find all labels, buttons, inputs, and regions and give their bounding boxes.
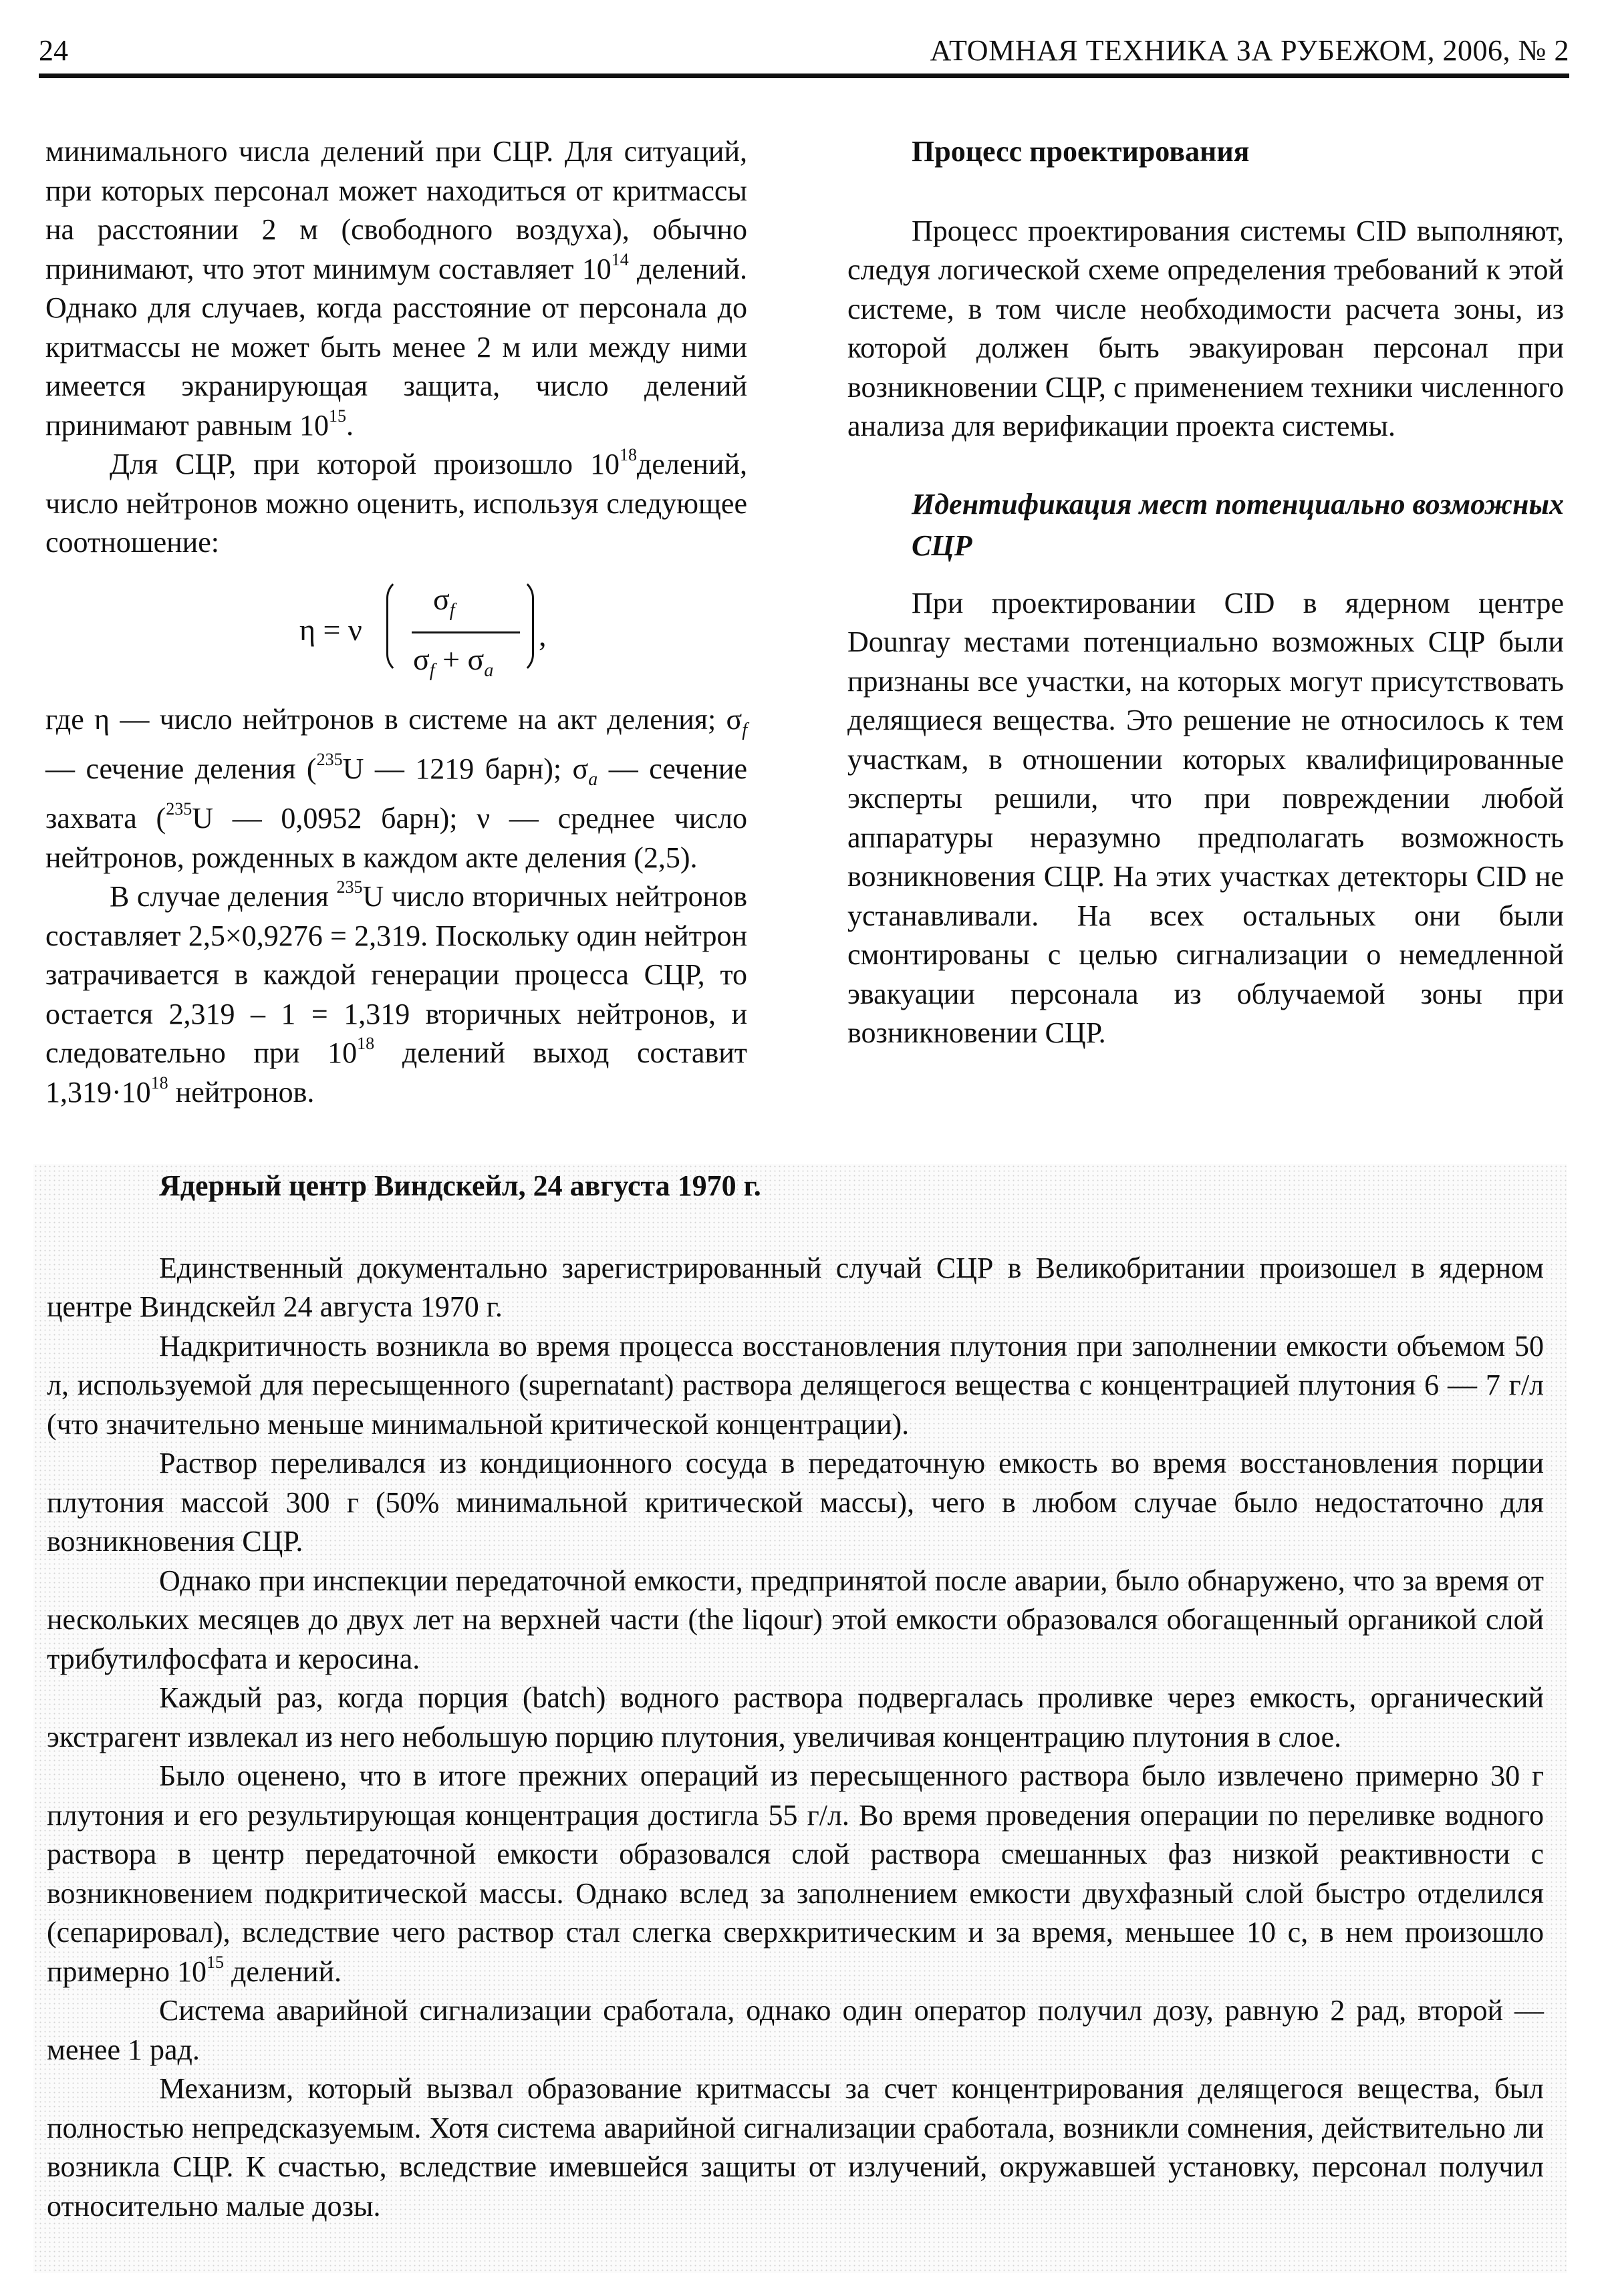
right-column [847, 132, 1564, 1053]
paragraph: Процесс проектирования системы CID выполняют, следуя логической схеме определения требований к этой системе, в том числе необходимости расчета зоны, из которой должен быть эвакуирован персонал при возникновении СЦР, с применением техники численного анализа для верификации проекта системы. [847, 214, 1564, 442]
box-title: Ядерный центр Виндскейл, 24 августа 1970 г. [159, 1169, 761, 1202]
windscale-case-box [33, 1164, 1567, 2273]
paragraph: Однако при инспекции передаточной емкости, предпринятой после аварии, было обнаружено, что за время от нескольких месяцев до двух лет на верхней части (the liqour) этой емкости образовался обогащенный органикой слой трибутилфосфата и керосина. [47, 1564, 1544, 1675]
formula-numerator: $\sigma_f$ [433, 581, 455, 621]
paragraph: где η — число нейтронов в системе на акт деления; $\sigma_f$ — сечение деления ($^{235}$U — 1219 барн); $\sigma_a$ — сечение захвата ($^{235}$U — 0,0952 барн); ν — среднее число нейтронов, рожденных в каждом акте деления (2,5). [45, 702, 747, 874]
paragraph: Раствор переливался из кондиционного сосуда в передаточную емкость во время восстановления порции плутония массой 300 г (50% минимальной критической массы), чего в любом случае было недостаточно для возникновения СЦР. [47, 1447, 1544, 1558]
fraction-bar [412, 631, 520, 633]
eta-formula: η = ν $\sigma_f$ $\sigma_f + \sigma_a$ , [45, 568, 747, 694]
paragraph: При проектировании CID в ядерном центре Dounray местами потенциально возможных СЦР были признаны все участки, на которых могут присутствовать делящиеся вещества. Это решение не относилось к тем участкам, в отношении которых квалифицированные эксперты решили, что при повреждении любой аппаратуры неразумно предполагать возможность возникновения СЦР. На этих участках детекторы CID не устанавливали. На всех остальных они были смонтированы с целью сигнализации о немедленной эвакуации персонала из облучаемой зоны при возникновении СЦР. [847, 586, 1564, 1049]
formula-denominator: $\sigma_f + \sigma_a$ [413, 641, 494, 681]
paragraph: Надкритичность возникла во время процесса восстановления плутония при заполнении емкости объемом 50 л, используемой для пересыщенного (supernatant) раствора делящегося вещества с концентрацией плутония 6 — 7 г/л (что значительно меньше минимальной критической концентрации). [47, 1329, 1544, 1441]
left-column [45, 132, 747, 1112]
section-heading: Процесс проектирования [912, 135, 1250, 168]
paragraph: Единственный документально зарегистрированный случай СЦР в Великобритании произошел в ядерном центре Виндскейл 24 августа 1970 г. [47, 1251, 1544, 1323]
formula-lhs: η = ν [299, 612, 362, 647]
left-paren [386, 577, 407, 675]
paragraph: Механизм, который вызвал образование критмассы за счет концентрирования делящегося вещества, был полностью непредсказуемым. Хотя система аварийной сигнализации сработала, возникли сомнения, действительно ли возникла СЦР. К счастью, вследствие имевшейся защиты от излучений, окружавшей установку, персонал получил относительно малые дозы. [47, 2072, 1544, 2222]
journal-title: АТОМНАЯ ТЕХНИКА ЗА РУБЕЖОМ, 2006, № 2 [930, 34, 1569, 67]
paragraph: В случае деления $^{235}$U число вторичных нейтронов составляет 2,5×0,9276 = 2,319. Поскольку один нейтрон затрачивается в каждой генерации процесса СЦР, то остается 2,319 – 1 = 1,319 вторичных нейтронов, и следовательно при $10^{18}$ делений выход составит $1,319\cdot 10^{18}$ нейтронов. [45, 877, 747, 1109]
page-number: 24 [39, 34, 68, 67]
paragraph: Система аварийной сигнализации сработала, однако один оператор получил дозу, равную 2 рад, второй — менее 1 рад. [47, 1994, 1544, 2066]
paragraph: Было оценено, что в итоге прежних операций из пересыщенного раствора было извлечено примерно 30 г плутония и его результирующая концентрация достигла 55 г/л. Во время проведения операции по переливке водного раствора в центр передаточной емкости образовался слой раствора смешанных фаз низкой реактивности с возникновением подкритической массы. Однако вслед за заполнением емкости двухфазный слой быстро отделился (сепарировал), вследствие чего раствор стал слегка сверхкритическим и за время, меньшее 10 с, в нем произошло примерно $10^{15}$ делений. [47, 1759, 1544, 1988]
page-header [39, 29, 1569, 78]
paragraph: Для СЦР, при которой произошло $10^{18}делений$, число нейтронов можно оценить, используя следующее соотношение: [45, 445, 747, 559]
subsection-heading: Идентификация мест потенциально возможных СЦР [912, 487, 1564, 562]
paragraph: Каждый раз, когда порция (batch) водного раствора подвергалась проливке через емкость, органический экстрагент извлекал из него небольшую порцию плутония, увеличивая концентрацию плутония в слое. [47, 1681, 1544, 1753]
right-paren [513, 577, 534, 675]
paragraph: минимального числа делений при СЦР. Для ситуаций, при которых персонал может находиться от критмассы на расстоянии 2 м (свободного воздуха), обычно принимают, что этот минимум составляет $10^{14}$ делений. Однако для случаев, когда расстояние от персонала до критмассы не может быть менее 2 м или между ними имеется экранирующая защита, число делений принимают равным $10^{15}$. [45, 135, 747, 442]
